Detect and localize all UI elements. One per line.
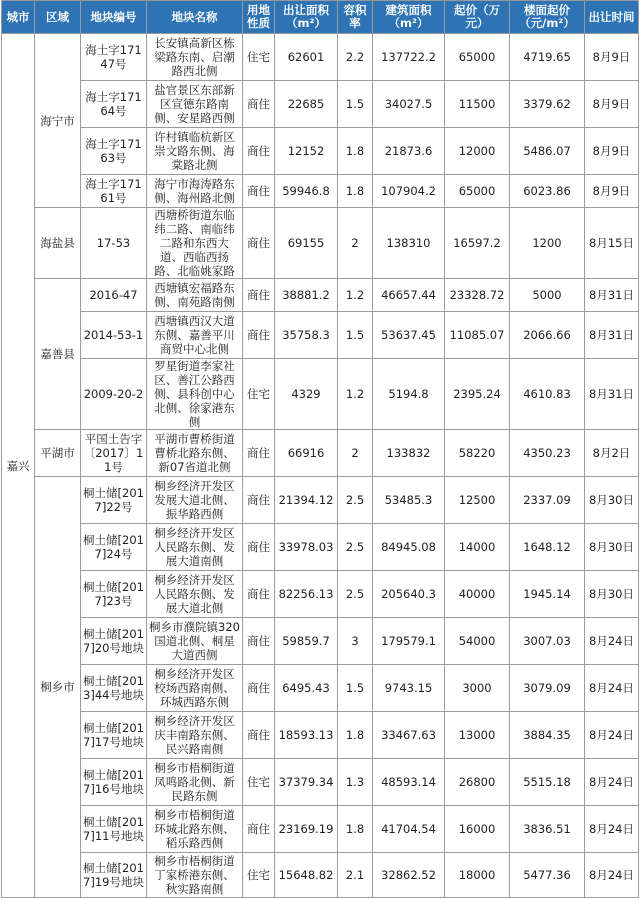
- plot-ratio-cell: 1.2: [338, 359, 373, 430]
- land-use-cell: 商住: [243, 477, 275, 524]
- building-area-cell: 133832: [373, 430, 445, 477]
- land-use-cell: 住宅: [243, 853, 275, 898]
- building-area-cell: 53637.45: [373, 312, 445, 359]
- table-row: [2, 618, 639, 665]
- table-row: [2, 853, 639, 898]
- plot-name-cell: 许村镇临杭新区崇文路东侧、海棠路北侧: [147, 128, 243, 175]
- floor-price-cell: 4350.23: [510, 430, 585, 477]
- plot-name-cell: 桐乡经济开发区庆丰南路东侧、民兴路南侧: [147, 712, 243, 759]
- floor-price-cell: 6023.86: [510, 175, 585, 208]
- plot-name-cell: 桐乡经济开发区发展大道北侧、振华路西侧: [147, 477, 243, 524]
- building-area-cell: 137722.2: [373, 34, 445, 81]
- table-row: [2, 81, 639, 128]
- plot-id-cell: 2009-20-2: [81, 359, 147, 430]
- date-cell: 8月24日: [585, 853, 639, 898]
- land-use-cell: 商住: [243, 712, 275, 759]
- header-city: 城市: [2, 1, 35, 34]
- plot-ratio-cell: 2.5: [338, 571, 373, 618]
- date-cell: 8月9日: [585, 128, 639, 175]
- plot-ratio-cell: 1.8: [338, 712, 373, 759]
- plot-id-cell: 桐土储[2017]22号: [81, 477, 147, 524]
- start-price-cell: 23328.72: [445, 279, 510, 312]
- area-cell: 38881.2: [275, 279, 338, 312]
- header-plot-id: 地块编号: [81, 1, 147, 34]
- plot-name-cell: 长安镇高新区栋梁路东南、启潮路西北侧: [147, 34, 243, 81]
- start-price-cell: 26800: [445, 759, 510, 806]
- area-cell: 59946.8: [275, 175, 338, 208]
- building-area-cell: 33467.63: [373, 712, 445, 759]
- table-row: [2, 665, 639, 712]
- table-row: [2, 128, 639, 175]
- land-use-cell: 商住: [243, 279, 275, 312]
- table-row: [2, 312, 639, 359]
- floor-price-cell: 3079.09: [510, 665, 585, 712]
- floor-price-cell: 2337.09: [510, 477, 585, 524]
- plot-id-cell: 桐土储[2017]20号地块: [81, 618, 147, 665]
- district-cell: 嘉善县: [35, 279, 81, 430]
- area-cell: 82256.13: [275, 571, 338, 618]
- plot-name-cell: 桐乡经济开发区校场西路南侧、环城西路东侧: [147, 665, 243, 712]
- area-cell: 4329: [275, 359, 338, 430]
- plot-ratio-cell: 2.2: [338, 34, 373, 81]
- plot-id-cell: 海土字17147号: [81, 34, 147, 81]
- header-area: 出让面积（m²）: [275, 1, 338, 34]
- plot-id-cell: 桐土储[2017]17号地块: [81, 712, 147, 759]
- area-cell: 6495.43: [275, 665, 338, 712]
- floor-price-cell: 3836.51: [510, 806, 585, 853]
- area-cell: 23169.19: [275, 806, 338, 853]
- plot-id-cell: 17-53: [81, 208, 147, 279]
- start-price-cell: 54000: [445, 618, 510, 665]
- land-use-cell: 商住: [243, 806, 275, 853]
- land-use-cell: 商住: [243, 175, 275, 208]
- date-cell: 8月24日: [585, 806, 639, 853]
- start-price-cell: 40000: [445, 571, 510, 618]
- header-row: [2, 1, 639, 34]
- start-price-cell: 58220: [445, 430, 510, 477]
- date-cell: 8月31日: [585, 312, 639, 359]
- date-cell: 8月30日: [585, 571, 639, 618]
- plot-name-cell: 平湖市曹桥街道曹桥北路东侧、新07省道北侧: [147, 430, 243, 477]
- start-price-cell: 2395.24: [445, 359, 510, 430]
- table-row: [2, 806, 639, 853]
- plot-id-cell: 桐土储[2017]16号地块: [81, 759, 147, 806]
- area-cell: 15648.82: [275, 853, 338, 898]
- building-area-cell: 179579.1: [373, 618, 445, 665]
- header-district: 区域: [35, 1, 81, 34]
- building-area-cell: 34027.5: [373, 81, 445, 128]
- start-price-cell: 14000: [445, 524, 510, 571]
- land-use-cell: 商住: [243, 312, 275, 359]
- plot-name-cell: 桐乡市梧桐街道环城北路东侧、稻乐路西侧: [147, 806, 243, 853]
- header-start-price: 起价（万元）: [445, 1, 510, 34]
- building-area-cell: 9743.15: [373, 665, 445, 712]
- area-cell: 62601: [275, 34, 338, 81]
- floor-price-cell: 3884.35: [510, 712, 585, 759]
- building-area-cell: 53485.3: [373, 477, 445, 524]
- building-area-cell: 41704.54: [373, 806, 445, 853]
- plot-ratio-cell: 1.5: [338, 81, 373, 128]
- plot-ratio-cell: 1.2: [338, 279, 373, 312]
- table-row: [2, 477, 639, 524]
- start-price-cell: 13000: [445, 712, 510, 759]
- date-cell: 8月30日: [585, 524, 639, 571]
- land-use-cell: 商住: [243, 208, 275, 279]
- table-row: [2, 279, 639, 312]
- date-cell: 8月2日: [585, 430, 639, 477]
- plot-name-cell: 西塘镇西汉大道东侧、嘉善平川商贸中心北侧: [147, 312, 243, 359]
- date-cell: 8月9日: [585, 175, 639, 208]
- district-cell: 海宁市: [35, 34, 81, 208]
- city-cell: 嘉兴: [2, 34, 35, 898]
- plot-ratio-cell: 1.8: [338, 128, 373, 175]
- plot-name-cell: 桐乡市梧桐街道丁家桥港东侧、秋实路南侧: [147, 853, 243, 898]
- date-cell: 8月9日: [585, 34, 639, 81]
- building-area-cell: 107904.2: [373, 175, 445, 208]
- land-use-cell: 商住: [243, 128, 275, 175]
- plot-id-cell: 2016-47: [81, 279, 147, 312]
- start-price-cell: 11085.07: [445, 312, 510, 359]
- land-use-cell: 商住: [243, 524, 275, 571]
- floor-price-cell: 1648.12: [510, 524, 585, 571]
- land-use-cell: 住宅: [243, 759, 275, 806]
- plot-name-cell: 海宁市海涛路东侧、海州路北侧: [147, 175, 243, 208]
- plot-name-cell: 桐乡经济开发区人民路东侧、发展大道北侧: [147, 571, 243, 618]
- table-row: [2, 208, 639, 279]
- date-cell: 8月24日: [585, 665, 639, 712]
- header-building-area: 建筑面积（m²）: [373, 1, 445, 34]
- floor-price-cell: 3007.03: [510, 618, 585, 665]
- plot-name-cell: 罗星街道李家社区、善江公路西侧、县科创中心北侧、徐家港东侧: [147, 359, 243, 430]
- floor-price-cell: 5477.36: [510, 853, 585, 898]
- start-price-cell: 12500: [445, 477, 510, 524]
- floor-price-cell: 2066.66: [510, 312, 585, 359]
- land-use-cell: 商住: [243, 665, 275, 712]
- start-price-cell: 11500: [445, 81, 510, 128]
- area-cell: 22685: [275, 81, 338, 128]
- start-price-cell: 3000: [445, 665, 510, 712]
- building-area-cell: 205640.3: [373, 571, 445, 618]
- plot-ratio-cell: 2.5: [338, 477, 373, 524]
- table-row: [2, 175, 639, 208]
- floor-price-cell: 5486.07: [510, 128, 585, 175]
- plot-name-cell: 西塘桥街道东临纬二路、南临纬二路和东西大道、西临西扬路、北临姚家路: [147, 208, 243, 279]
- district-cell: 桐乡市: [35, 477, 81, 898]
- start-price-cell: 65000: [445, 34, 510, 81]
- date-cell: 8月15日: [585, 208, 639, 279]
- plot-ratio-cell: 1.8: [338, 175, 373, 208]
- floor-price-cell: 1945.14: [510, 571, 585, 618]
- date-cell: 8月9日: [585, 81, 639, 128]
- start-price-cell: 65000: [445, 175, 510, 208]
- district-cell: 平湖市: [35, 430, 81, 477]
- plot-ratio-cell: 1.5: [338, 665, 373, 712]
- area-cell: 66916: [275, 430, 338, 477]
- plot-id-cell: 桐土储[2017]19号地块: [81, 853, 147, 898]
- plot-ratio-cell: 2.1: [338, 853, 373, 898]
- start-price-cell: 12000: [445, 128, 510, 175]
- plot-id-cell: 桐土储[2017]11号地块: [81, 806, 147, 853]
- table-row: [2, 34, 639, 81]
- building-area-cell: 46657.44: [373, 279, 445, 312]
- land-use-cell: 商住: [243, 571, 275, 618]
- plot-id-cell: 桐土储[2013]44号地块: [81, 665, 147, 712]
- plot-ratio-cell: 2: [338, 430, 373, 477]
- table-row: [2, 759, 639, 806]
- date-cell: 8月24日: [585, 618, 639, 665]
- building-area-cell: 84945.08: [373, 524, 445, 571]
- floor-price-cell: 3379.62: [510, 81, 585, 128]
- plot-id-cell: 平国土告字〔2017〕11号: [81, 430, 147, 477]
- land-auction-table: [1, 0, 639, 898]
- date-cell: 8月24日: [585, 712, 639, 759]
- land-use-cell: 商住: [243, 81, 275, 128]
- land-use-cell: 住宅: [243, 359, 275, 430]
- date-cell: 8月31日: [585, 359, 639, 430]
- header-plot-name: 地块名称: [147, 1, 243, 34]
- building-area-cell: 48593.14: [373, 759, 445, 806]
- plot-name-cell: 盐官景区东部新区宣德东路南侧、安星路西侧: [147, 81, 243, 128]
- header-date: 出让时间: [585, 1, 639, 34]
- header-plot-ratio: 容积率: [338, 1, 373, 34]
- area-cell: 18593.13: [275, 712, 338, 759]
- land-use-cell: 住宅: [243, 34, 275, 81]
- plot-id-cell: 海土字17161号: [81, 175, 147, 208]
- plot-name-cell: 桐乡经济开发区人民路东侧、发展大道南侧: [147, 524, 243, 571]
- table-row: [2, 430, 639, 477]
- date-cell: 8月24日: [585, 759, 639, 806]
- header-floor-price: 楼面起价（元/m²）: [510, 1, 585, 34]
- floor-price-cell: 5000: [510, 279, 585, 312]
- floor-price-cell: 4610.83: [510, 359, 585, 430]
- plot-ratio-cell: 1.5: [338, 312, 373, 359]
- area-cell: 12152: [275, 128, 338, 175]
- start-price-cell: 16597.2: [445, 208, 510, 279]
- building-area-cell: 138310: [373, 208, 445, 279]
- start-price-cell: 18000: [445, 853, 510, 898]
- table-row: [2, 571, 639, 618]
- building-area-cell: 5194.8: [373, 359, 445, 430]
- building-area-cell: 32862.52: [373, 853, 445, 898]
- district-cell: 海盐县: [35, 208, 81, 279]
- area-cell: 59859.7: [275, 618, 338, 665]
- area-cell: 21394.12: [275, 477, 338, 524]
- plot-ratio-cell: 1.8: [338, 806, 373, 853]
- plot-ratio-cell: 1.3: [338, 759, 373, 806]
- plot-id-cell: 桐土储[2017]24号: [81, 524, 147, 571]
- plot-id-cell: 2014-53-1: [81, 312, 147, 359]
- land-use-cell: 商住: [243, 618, 275, 665]
- floor-price-cell: 1200: [510, 208, 585, 279]
- area-cell: 33978.03: [275, 524, 338, 571]
- plot-id-cell: 桐土储[2017]23号: [81, 571, 147, 618]
- plot-name-cell: 西塘镇宏福路东侧、南苑路南侧: [147, 279, 243, 312]
- floor-price-cell: 5515.18: [510, 759, 585, 806]
- header-land-use: 用地性质: [243, 1, 275, 34]
- land-use-cell: 商住: [243, 430, 275, 477]
- plot-ratio-cell: 2.5: [338, 524, 373, 571]
- plot-id-cell: 海土字17164号: [81, 81, 147, 128]
- plot-id-cell: 海土字17163号: [81, 128, 147, 175]
- start-price-cell: 16000: [445, 806, 510, 853]
- plot-name-cell: 桐乡市梧桐街道凤鸣路北侧、新民路东侧: [147, 759, 243, 806]
- table-row: [2, 359, 639, 430]
- floor-price-cell: 4719.65: [510, 34, 585, 81]
- area-cell: 35758.3: [275, 312, 338, 359]
- table-row: [2, 712, 639, 759]
- area-cell: 37379.34: [275, 759, 338, 806]
- building-area-cell: 21873.6: [373, 128, 445, 175]
- table-row: [2, 524, 639, 571]
- area-cell: 69155: [275, 208, 338, 279]
- plot-ratio-cell: 3: [338, 618, 373, 665]
- plot-ratio-cell: 2: [338, 208, 373, 279]
- date-cell: 8月30日: [585, 477, 639, 524]
- plot-name-cell: 桐乡市濮院镇320国道北侧、桐星大道西侧: [147, 618, 243, 665]
- date-cell: 8月31日: [585, 279, 639, 312]
